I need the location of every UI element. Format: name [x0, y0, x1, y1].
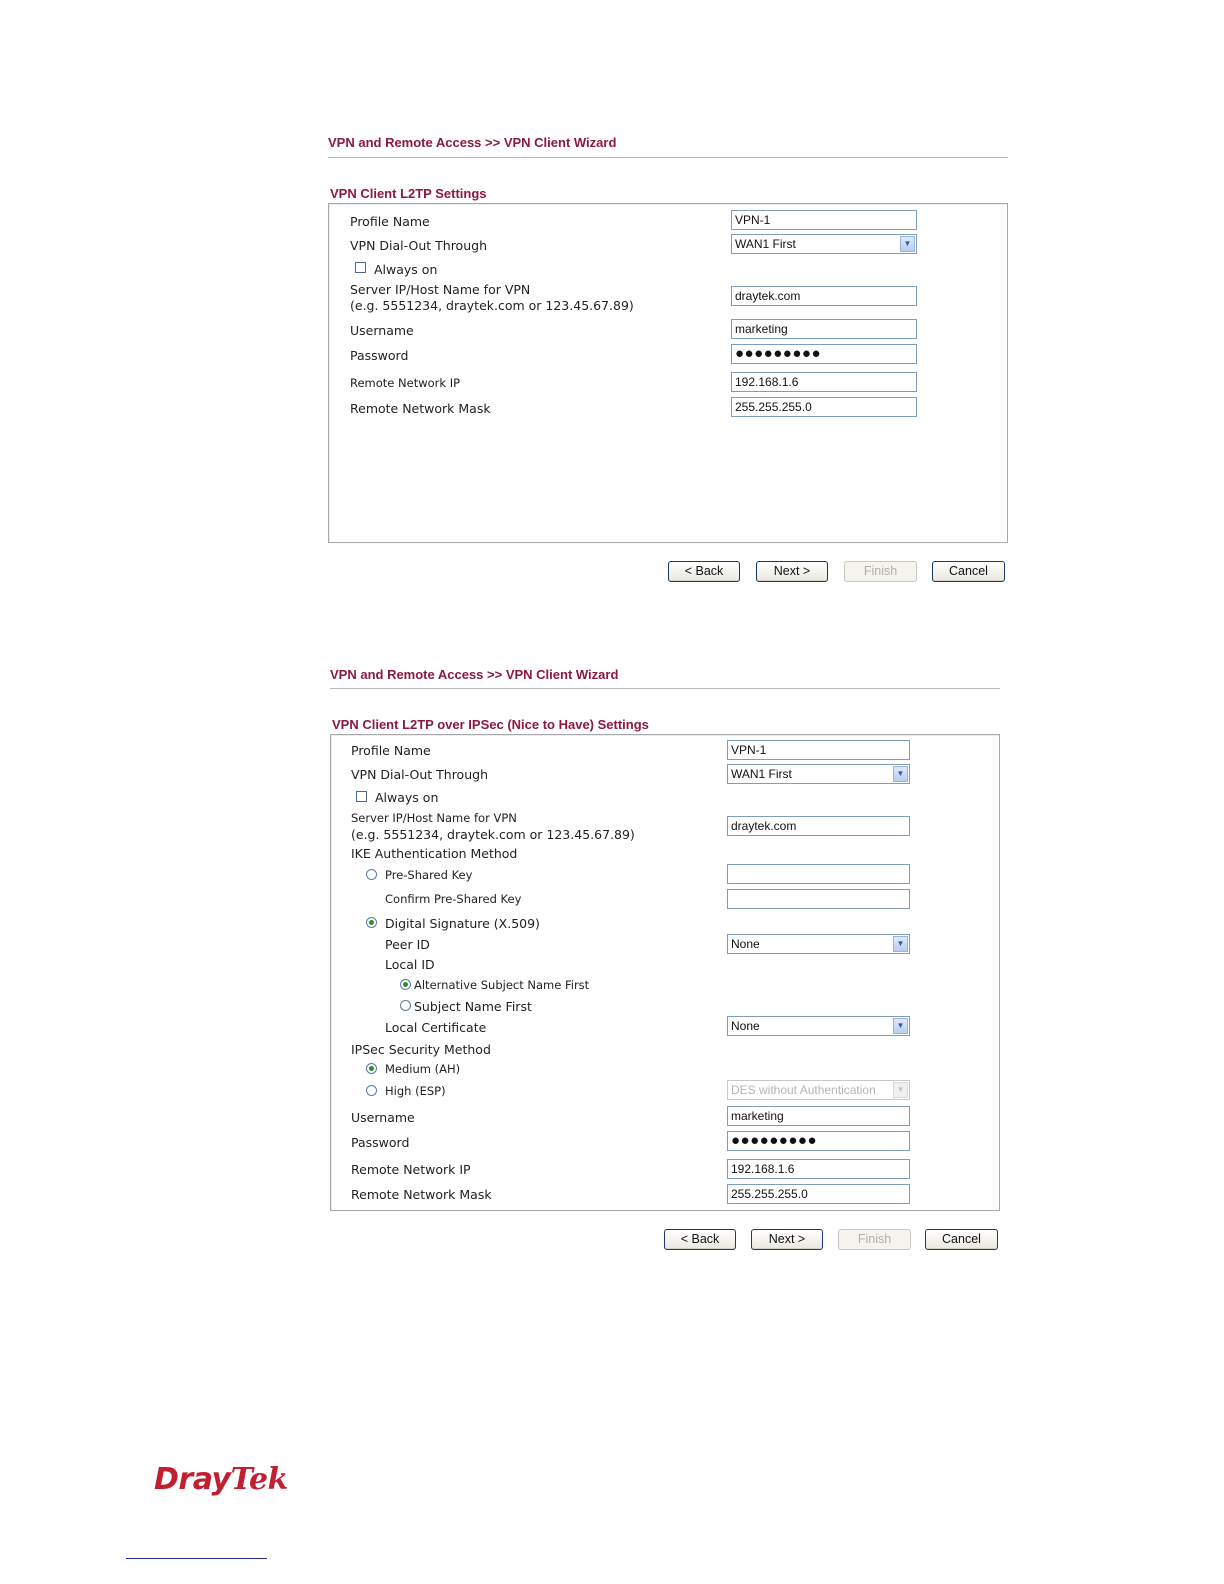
next-button[interactable]: Next > [756, 561, 828, 582]
username-input[interactable]: marketing [731, 319, 917, 339]
cancel-button[interactable]: Cancel [925, 1229, 998, 1250]
medium-ah-label: Medium (AH) [385, 1062, 461, 1076]
footer-line [126, 1558, 267, 1559]
server-example: (e.g. 5551234, draytek.com or 123.45.67.89) [351, 827, 635, 842]
peer-id-select[interactable] [727, 934, 910, 954]
section-title: VPN Client L2TP Settings [330, 186, 487, 201]
always-on-label: Always on [375, 790, 439, 805]
password-label: Password [351, 1135, 410, 1150]
always-on-label: Always on [374, 262, 438, 277]
remote-ip-label: Remote Network IP [351, 1162, 471, 1177]
back-button[interactable]: < Back [664, 1229, 736, 1250]
confirm-psk-label: Confirm Pre-Shared Key [385, 892, 522, 906]
cancel-button[interactable]: Cancel [932, 561, 1005, 582]
always-on-checkbox[interactable] [356, 791, 367, 802]
server-label: Server IP/Host Name for VPN [350, 282, 531, 297]
logo-dray: Dray [154, 1462, 231, 1497]
divider [328, 157, 1008, 158]
server-label: Server IP/Host Name for VPN [351, 811, 517, 825]
high-esp-label: High (ESP) [385, 1084, 446, 1098]
subject-first-label: Subject Name First [414, 999, 532, 1014]
dial-out-select[interactable] [727, 764, 910, 784]
dial-out-label: VPN Dial-Out Through [351, 767, 488, 782]
back-button[interactable]: < Back [668, 561, 740, 582]
subject-first-radio[interactable] [400, 1000, 411, 1011]
server-input[interactable]: draytek.com [731, 286, 917, 306]
chevron-down-icon[interactable]: ▼ [893, 1018, 908, 1034]
chevron-down-icon[interactable]: ▼ [900, 236, 915, 252]
confirm-psk-input[interactable] [727, 889, 910, 909]
logo-tek: Tek [230, 1462, 288, 1497]
password-label: Password [350, 348, 409, 363]
digital-signature-label: Digital Signature (X.509) [385, 916, 540, 931]
dial-out-value: WAN1 First [735, 237, 796, 251]
dial-out-label: VPN Dial-Out Through [350, 238, 487, 253]
local-cert-label: Local Certificate [385, 1020, 487, 1035]
pre-shared-key-label: Pre-Shared Key [385, 868, 473, 882]
chevron-down-icon[interactable]: ▼ [893, 936, 908, 952]
ike-method-label: IKE Authentication Method [351, 846, 518, 861]
remote-mask-label: Remote Network Mask [351, 1187, 492, 1202]
server-example: (e.g. 5551234, draytek.com or 123.45.67.89) [350, 298, 634, 313]
remote-mask-input[interactable]: 255.255.255.0 [727, 1184, 910, 1204]
profile-name-label: Profile Name [351, 743, 431, 758]
remote-mask-label: Remote Network Mask [350, 401, 491, 416]
server-input[interactable]: draytek.com [727, 816, 910, 836]
peer-id-label: Peer ID [385, 937, 430, 952]
always-on-checkbox[interactable] [355, 262, 366, 273]
remote-ip-label: Remote Network IP [350, 376, 461, 390]
next-button[interactable]: Next > [751, 1229, 823, 1250]
local-cert-value: None [731, 1019, 760, 1033]
remote-ip-input[interactable]: 192.168.1.6 [727, 1159, 910, 1179]
chevron-down-icon[interactable]: ▼ [893, 766, 908, 782]
alt-subject-first-radio[interactable] [400, 979, 411, 990]
password-input[interactable]: ●●●●●●●●● [727, 1131, 910, 1151]
esp-value: DES without Authentication [731, 1083, 876, 1097]
esp-select[interactable] [727, 1080, 910, 1100]
breadcrumb: VPN and Remote Access >> VPN Client Wizard [330, 667, 619, 682]
password-input[interactable]: ●●●●●●●●● [731, 344, 917, 364]
peer-id-value: None [731, 937, 760, 951]
digital-signature-radio[interactable] [366, 917, 377, 928]
breadcrumb: VPN and Remote Access >> VPN Client Wizard [328, 135, 617, 150]
username-input[interactable]: marketing [727, 1106, 910, 1126]
dial-out-value: WAN1 First [731, 767, 792, 781]
ipsec-method-label: IPSec Security Method [351, 1042, 491, 1057]
username-label: Username [350, 323, 414, 338]
local-cert-select[interactable] [727, 1016, 910, 1036]
profile-name-input[interactable]: VPN-1 [731, 210, 917, 230]
finish-button[interactable]: Finish [844, 561, 917, 582]
profile-name-input[interactable]: VPN-1 [727, 740, 910, 760]
medium-ah-radio[interactable] [366, 1063, 377, 1074]
divider [330, 688, 1000, 689]
pre-shared-key-input[interactable] [727, 864, 910, 884]
chevron-down-icon[interactable]: ▼ [893, 1082, 908, 1098]
alt-subject-first-label: Alternative Subject Name First [414, 978, 590, 992]
profile-name-label: Profile Name [350, 214, 430, 229]
finish-button[interactable]: Finish [838, 1229, 911, 1250]
section-title: VPN Client L2TP over IPSec (Nice to Have) Settings [332, 717, 649, 732]
high-esp-radio[interactable] [366, 1085, 377, 1096]
pre-shared-key-radio[interactable] [366, 869, 377, 880]
remote-ip-input[interactable]: 192.168.1.6 [731, 372, 917, 392]
local-id-label: Local ID [385, 957, 435, 972]
remote-mask-input[interactable]: 255.255.255.0 [731, 397, 917, 417]
draytek-logo [154, 1462, 288, 1497]
username-label: Username [351, 1110, 415, 1125]
dial-out-select[interactable] [731, 234, 917, 254]
